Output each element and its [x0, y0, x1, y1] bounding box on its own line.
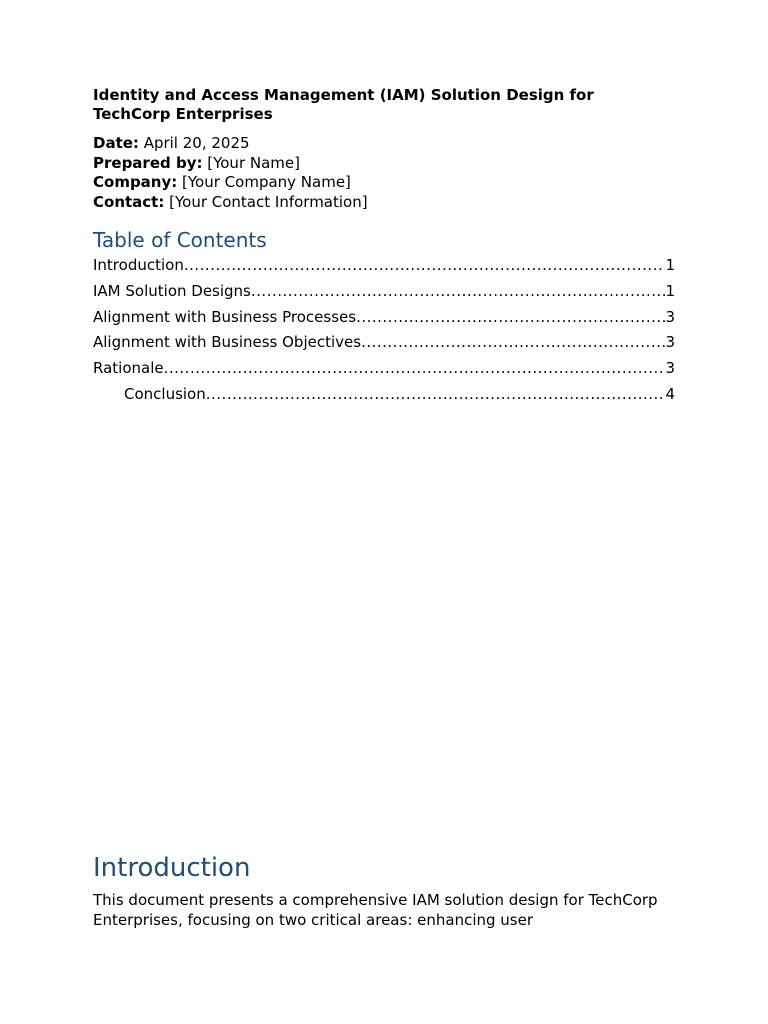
table-of-contents: [93, 256, 675, 410]
toc-leader-dots: [164, 359, 666, 377]
introduction-paragraph: This document presents a comprehensive IAM solution design for TechCorp Enterprises, focusing on two critical areas: enhancing user: [93, 891, 658, 929]
meta-contact: [93, 193, 675, 213]
toc-leader-dots: [251, 282, 666, 300]
toc-entry-label: IAM Solution Designs: [93, 282, 251, 301]
toc-entry-page: 3: [665, 333, 675, 352]
toc-leader-dots: [206, 385, 666, 403]
toc-heading: Table of Contents: [93, 228, 267, 253]
toc-leader-dots: [184, 256, 666, 274]
meta-company: [93, 173, 675, 193]
toc-entry-page: 1: [665, 282, 675, 301]
toc-entry-business-objectives[interactable]: [93, 333, 675, 359]
meta-label: Date:: [93, 134, 139, 152]
toc-entry-label: Rationale: [93, 359, 164, 378]
document-meta: [93, 134, 675, 212]
toc-entry-introduction[interactable]: [93, 256, 675, 282]
toc-entry-label: Introduction: [93, 256, 184, 275]
toc-entry-conclusion[interactable]: [93, 385, 675, 411]
toc-leader-dots: [361, 333, 665, 351]
meta-value: [Your Company Name]: [177, 173, 351, 192]
meta-label: Company:: [93, 173, 178, 192]
toc-entry-label: Alignment with Business Processes: [93, 307, 357, 326]
meta-prepared-by: [93, 154, 675, 174]
meta-label: Prepared by:: [93, 153, 203, 172]
toc-entry-page: 3: [665, 307, 675, 326]
meta-date: [93, 134, 675, 154]
toc-entry-label: Alignment with Business Objectives: [93, 333, 362, 352]
meta-value: [Your Contact Information]: [164, 192, 368, 211]
toc-entry-label: Conclusion: [124, 384, 206, 403]
toc-entry-page: 4: [665, 384, 675, 403]
meta-value: April 20, 2025: [138, 134, 250, 152]
introduction-section: [93, 852, 675, 930]
toc-entry-business-processes[interactable]: [93, 308, 675, 334]
meta-label: Contact:: [93, 192, 165, 211]
toc-entry-page: 1: [665, 256, 675, 275]
toc-entry-page: 3: [665, 359, 675, 378]
meta-value: [Your Name]: [202, 153, 300, 172]
toc-entry-iam-solution-designs[interactable]: [93, 282, 675, 308]
document-title: Identity and Access Management (IAM) Solution Design for TechCorp Enterprises: [93, 86, 594, 123]
toc-leader-dots: [356, 308, 665, 326]
introduction-heading: Introduction: [93, 853, 251, 883]
document-page: [93, 86, 675, 411]
toc-entry-rationale[interactable]: [93, 359, 675, 385]
